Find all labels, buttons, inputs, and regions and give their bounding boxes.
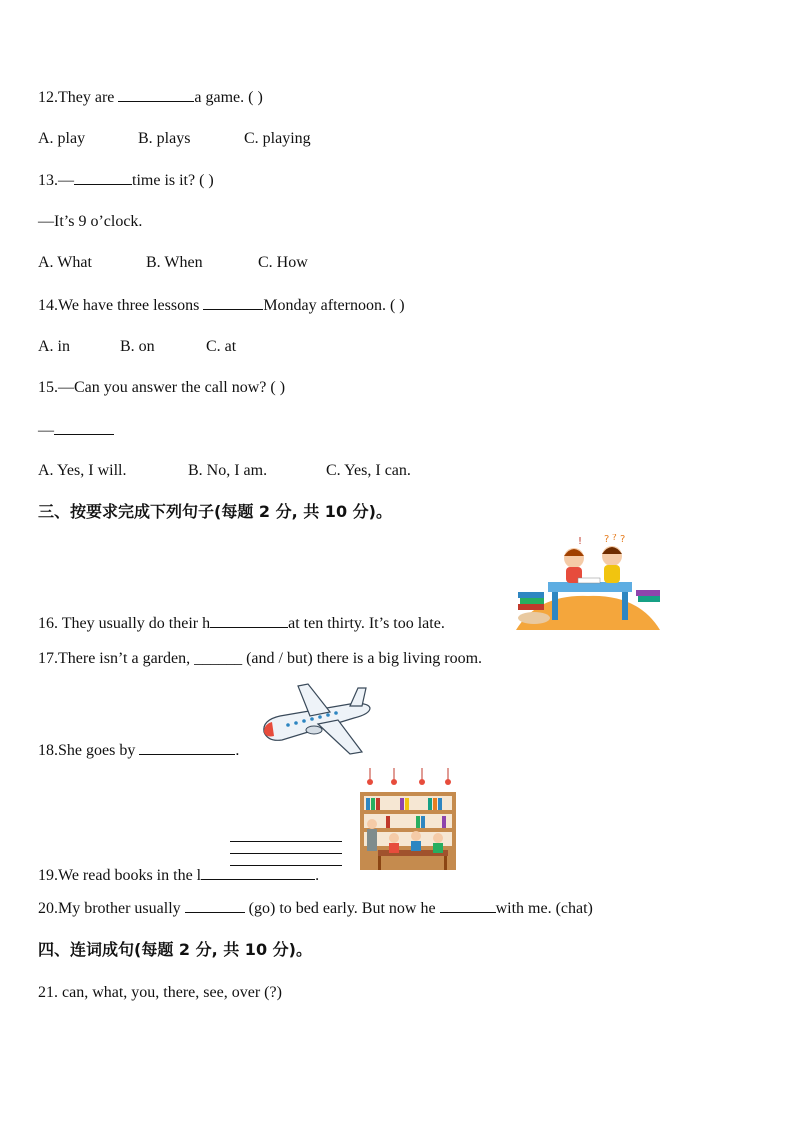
option-b: B. When xyxy=(146,254,203,271)
q20-stem-b: (go) to bed early. But now he xyxy=(244,900,440,917)
question-17: 17.There isn’t a garden, ______ (and / but) there is a big living room. xyxy=(38,650,483,667)
q18-blank[interactable] xyxy=(139,740,235,755)
question-21: 21. can, what, you, there, see, over (?) xyxy=(38,984,282,1001)
svg-text:?: ? xyxy=(604,534,610,545)
q20-stem-c: with me. (chat) xyxy=(495,900,593,917)
q16-blank[interactable] xyxy=(210,613,288,628)
question-16 xyxy=(38,613,445,634)
option-a: A. in xyxy=(38,338,70,355)
q13-stem-b: time is it? ( ) xyxy=(132,172,214,189)
option-a: A. Yes, I will. xyxy=(38,462,127,479)
option-b: B. plays xyxy=(138,130,191,147)
kids-studying-illustration xyxy=(508,534,666,630)
question-14 xyxy=(38,295,405,316)
q14-options xyxy=(38,337,236,357)
svg-text:?: ? xyxy=(620,534,626,545)
option-c: C. Yes, I can. xyxy=(326,462,411,479)
q12-blank[interactable] xyxy=(118,87,194,102)
option-b: B. on xyxy=(120,338,155,355)
q19-blank[interactable] xyxy=(201,865,315,880)
q12-stem-a: 12.They are xyxy=(38,89,119,106)
q15-options xyxy=(38,461,411,481)
question-20 xyxy=(38,898,593,919)
q15-blank[interactable] xyxy=(54,420,114,435)
q19-stem-a: 19.We read books in the l xyxy=(38,867,202,884)
q12-options xyxy=(38,129,311,149)
q18-stem-b: . xyxy=(235,742,240,759)
svg-text:!: ! xyxy=(578,536,583,547)
q13-stem-a: 13.— xyxy=(38,172,74,189)
q20-blank-2[interactable] xyxy=(440,898,496,913)
airplane-illustration xyxy=(258,680,374,758)
library-illustration xyxy=(356,768,460,872)
question-13 xyxy=(38,170,214,191)
q14-stem-a: 14.We have three lessons xyxy=(38,297,204,314)
q15-answer-prefix: — xyxy=(38,422,54,439)
q12-stem-b: a game. ( ) xyxy=(194,89,263,106)
q15-answer-line xyxy=(38,420,114,441)
q14-stem-b: Monday afternoon. ( ) xyxy=(263,297,405,314)
q20-blank-1[interactable] xyxy=(185,898,245,913)
question-18 xyxy=(38,740,239,761)
q13-blank[interactable] xyxy=(74,170,132,185)
option-a: A. play xyxy=(38,130,86,147)
q14-blank[interactable] xyxy=(203,295,263,310)
option-c: C. playing xyxy=(244,130,311,147)
q13-options xyxy=(38,253,308,273)
svg-text:?: ? xyxy=(612,534,617,543)
question-15: 15.—Can you answer the call now? ( ) xyxy=(38,379,286,396)
option-b: B. No, I am. xyxy=(188,462,268,479)
q19-answer-line-2[interactable] xyxy=(230,853,342,854)
q19-stem-b: . xyxy=(315,867,320,884)
option-a: A. What xyxy=(38,254,92,271)
option-c: C. How xyxy=(258,254,308,271)
q16-stem-b: at ten thirty. It’s too late. xyxy=(288,615,445,632)
question-19 xyxy=(38,865,319,886)
q20-stem-a: 20.My brother usually xyxy=(38,900,185,917)
option-c: C. at xyxy=(206,338,237,355)
q19-answer-line-1[interactable] xyxy=(230,841,342,842)
section-3-heading: 三、按要求完成下列句子(每题 2 分, 共 10 分)。 xyxy=(38,502,392,521)
section-4-heading: 四、连词成句(每题 2 分, 共 10 分)。 xyxy=(38,940,312,959)
q16-stem-a: 16. They usually do their h xyxy=(38,615,211,632)
question-12 xyxy=(38,87,263,108)
q18-stem-a: 18.She goes by xyxy=(38,742,140,759)
q13-answer-line: —It’s 9 o’clock. xyxy=(38,213,143,230)
